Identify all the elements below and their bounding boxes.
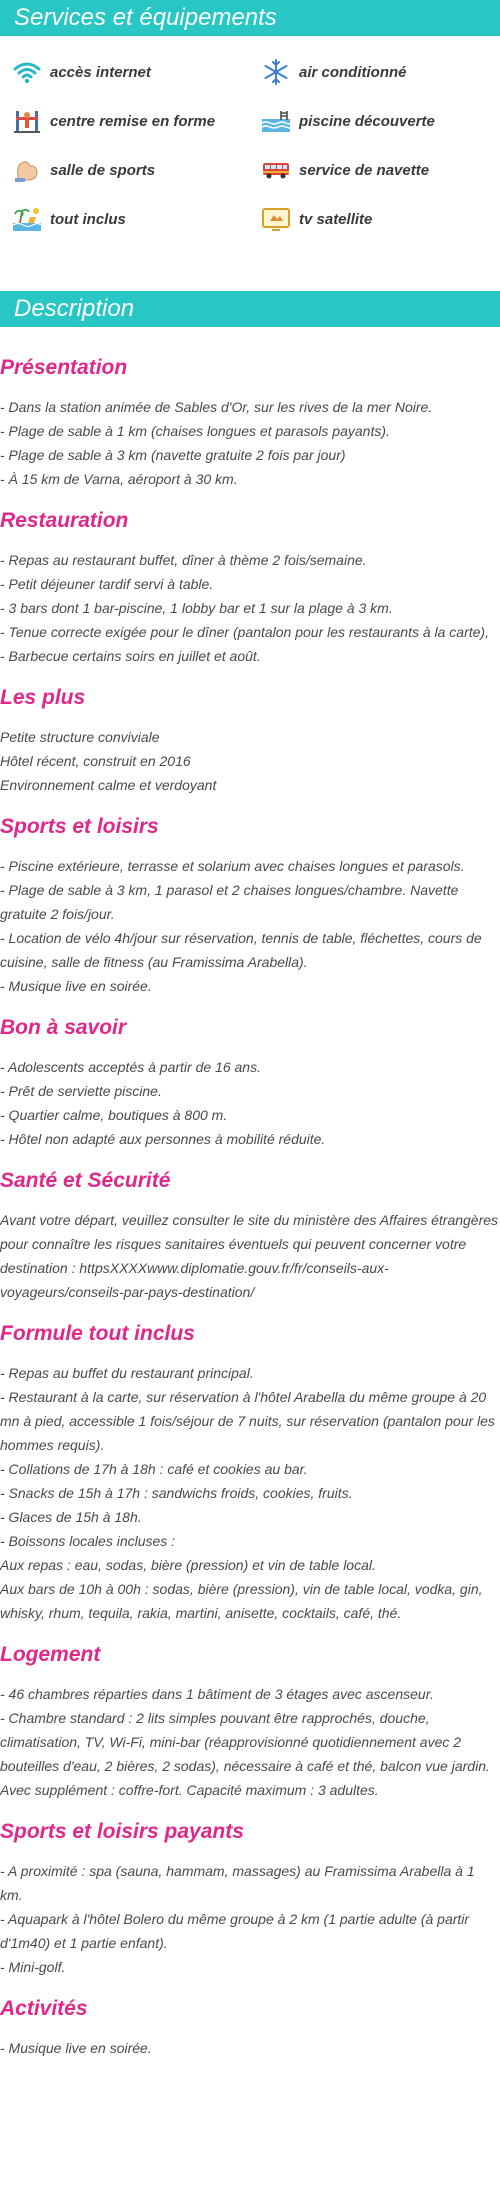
section-line: - 46 chambres réparties dans 1 bâtiment de 3 étages avec ascenseur. xyxy=(0,1686,434,1702)
section-body xyxy=(0,395,500,491)
section-line: - Dans la station animée de Sables d'Or, sur les rives de la mer Noire. xyxy=(0,399,433,415)
pool-icon xyxy=(259,107,293,135)
service-item-shuttle xyxy=(259,156,429,184)
section-line: - Chambre standard : 2 lits simples pouvant être rapprochés, douche, climatisation, TV, Wi-Fi, mini-bar (réapprovisionné quotidiennement avec 2 bouteilles d'eau, 2 bières, 2 sodas), nécessaire à café et thé, balcon vue jardin. Avec supplément : coffre-fort. Capacité maximum : 3 adultes. xyxy=(0,1710,490,1798)
service-item-pool xyxy=(259,107,435,135)
service-item-gym xyxy=(10,156,155,184)
section-line: Aux repas : eau, sodas, bière (pression) et vin de table local. xyxy=(0,1557,376,1573)
service-label: piscine découverte xyxy=(299,112,435,130)
tv-icon xyxy=(259,205,293,233)
description-content xyxy=(0,327,500,2060)
section-title: Activités xyxy=(0,1997,88,2020)
section-line: Environnement calme et verdoyant xyxy=(0,777,217,793)
gym-icon xyxy=(10,156,44,184)
service-label: accès internet xyxy=(50,63,151,81)
service-label: tout inclus xyxy=(50,210,126,228)
service-label: salle de sports xyxy=(50,161,156,179)
section-line: - Tenue correcte exigée pour le dîner (pantalon pour les restaurants à la carte), xyxy=(0,624,489,640)
section-body xyxy=(0,725,500,797)
section-body xyxy=(0,548,500,668)
section-body xyxy=(0,2036,500,2060)
section-title: Présentation xyxy=(0,356,128,379)
section-line: - Repas au restaurant buffet, dîner à thème 2 fois/semaine. xyxy=(0,552,367,568)
section-line: Aux bars de 10h à 00h : sodas, bière (pression), vin de table local, vodka, gin, whisky, rhum, tequila, rakia, martini, anisette, cocktails, café, thé. xyxy=(0,1581,483,1621)
section-line: - Collations de 17h à 18h : café et cookies au bar. xyxy=(0,1461,308,1477)
section-title: Sports et loisirs payants xyxy=(0,1820,244,1843)
section-body xyxy=(0,1682,500,1802)
section-line: Petite structure conviviale xyxy=(0,729,160,745)
service-label: tv satellite xyxy=(299,210,373,228)
section-line: - Location de vélo 4h/jour sur réservation, tennis de table, fléchettes, cours de cuisine, salle de fitness (au Framissima Arabella). xyxy=(0,930,482,970)
section-line: - Musique live en soirée. xyxy=(0,978,152,994)
description-title: Description xyxy=(14,295,135,322)
service-label: centre remise en forme xyxy=(50,112,216,130)
section-title: Formule tout inclus xyxy=(0,1322,195,1345)
section-body xyxy=(0,1208,500,1304)
snowflake-icon xyxy=(259,58,293,86)
section-line: - Mini-golf. xyxy=(0,1959,66,1975)
section-line: - Hôtel non adapté aux personnes à mobilité réduite. xyxy=(0,1131,326,1147)
section-body xyxy=(0,1361,500,1625)
section-line: - Musique live en soirée. xyxy=(0,2040,152,2056)
service-item-all-inclusive xyxy=(10,205,126,233)
section-line: - Aquapark à l'hôtel Bolero du même groupe à 2 km (1 partie adulte (à partir d'1m40) et 1 partie enfant). xyxy=(0,1911,470,1951)
section-line: - Snacks de 15h à 17h : sandwichs froids, cookies, fruits. xyxy=(0,1485,353,1501)
section-title: Les plus xyxy=(0,686,86,709)
services-title: Services et équipements xyxy=(14,4,277,31)
service-label: air conditionné xyxy=(299,63,407,81)
section-line: - Barbecue certains soirs en juillet et août. xyxy=(0,648,261,664)
service-item-fitness xyxy=(10,107,215,135)
service-label: service de navette xyxy=(299,161,430,179)
shuttle-icon xyxy=(259,156,293,184)
section-line: - Quartier calme, boutiques à 800 m. xyxy=(0,1107,228,1123)
section-body xyxy=(0,1859,500,1979)
section-line: - 3 bars dont 1 bar-piscine, 1 lobby bar et 1 sur la plage à 3 km. xyxy=(0,600,393,616)
section-line: - À 15 km de Varna, aéroport à 30 km. xyxy=(0,471,238,487)
section-title: Logement xyxy=(0,1643,101,1666)
section-line: Avant votre départ, veuillez consulter le site du ministère des Affaires étrangères pour connaître les risques sanitaires éventuels qui peuvent concerner votre destination : httpsXXXXwww.diplomatie.gouv.fr/fr/conseils-aux-voyageurs/conseils-par-pays-destination/ xyxy=(0,1212,499,1300)
section-body xyxy=(0,854,500,998)
section-line: - Restaurant à la carte, sur réservation à l'hôtel Arabella du même groupe à 20 mn à pied, accessible 1 fois/séjour de 7 nuits, sur réservation (pantalon pour les hommes requis). xyxy=(0,1389,495,1453)
services-grid xyxy=(0,36,500,283)
section-line: - Prêt de serviette piscine. xyxy=(0,1083,162,1099)
section-title: Bon à savoir xyxy=(0,1016,127,1039)
service-item-ac xyxy=(259,58,407,86)
section-line: - Piscine extérieure, terrasse et solarium avec chaises longues et parasols. xyxy=(0,858,465,874)
all-inclusive-icon xyxy=(10,205,44,233)
section-title: Sports et loisirs xyxy=(0,815,159,838)
section-line: - Adolescents acceptés à partir de 16 ans. xyxy=(0,1059,261,1075)
section-title: Restauration xyxy=(0,509,129,532)
section-title: Santé et Sécurité xyxy=(0,1169,171,1192)
section-line: - Plage de sable à 3 km, 1 parasol et 2 chaises longues/chambre. Navette gratuite 2 fois/jour. xyxy=(0,882,459,922)
service-item-internet xyxy=(10,58,151,86)
section-line: Hôtel récent, construit en 2016 xyxy=(0,753,191,769)
section-line: - Petit déjeuner tardif servi à table. xyxy=(0,576,214,592)
wifi-icon xyxy=(10,58,44,86)
services-header xyxy=(0,0,500,36)
section-line: - Boissons locales incluses : xyxy=(0,1533,176,1549)
section-line: - A proximité : spa (sauna, hammam, massages) au Framissima Arabella à 1 km. xyxy=(0,1863,475,1903)
fitness-icon xyxy=(10,107,44,135)
description-header xyxy=(0,291,500,327)
section-line: - Plage de sable à 1 km (chaises longues et parasols payants). xyxy=(0,423,390,439)
section-body xyxy=(0,1055,500,1151)
section-line: - Repas au buffet du restaurant principal. xyxy=(0,1365,254,1381)
section-line: - Plage de sable à 3 km (navette gratuite 2 fois par jour) xyxy=(0,447,346,463)
section-line: - Glaces de 15h à 18h. xyxy=(0,1509,142,1525)
service-item-tv xyxy=(259,205,372,233)
